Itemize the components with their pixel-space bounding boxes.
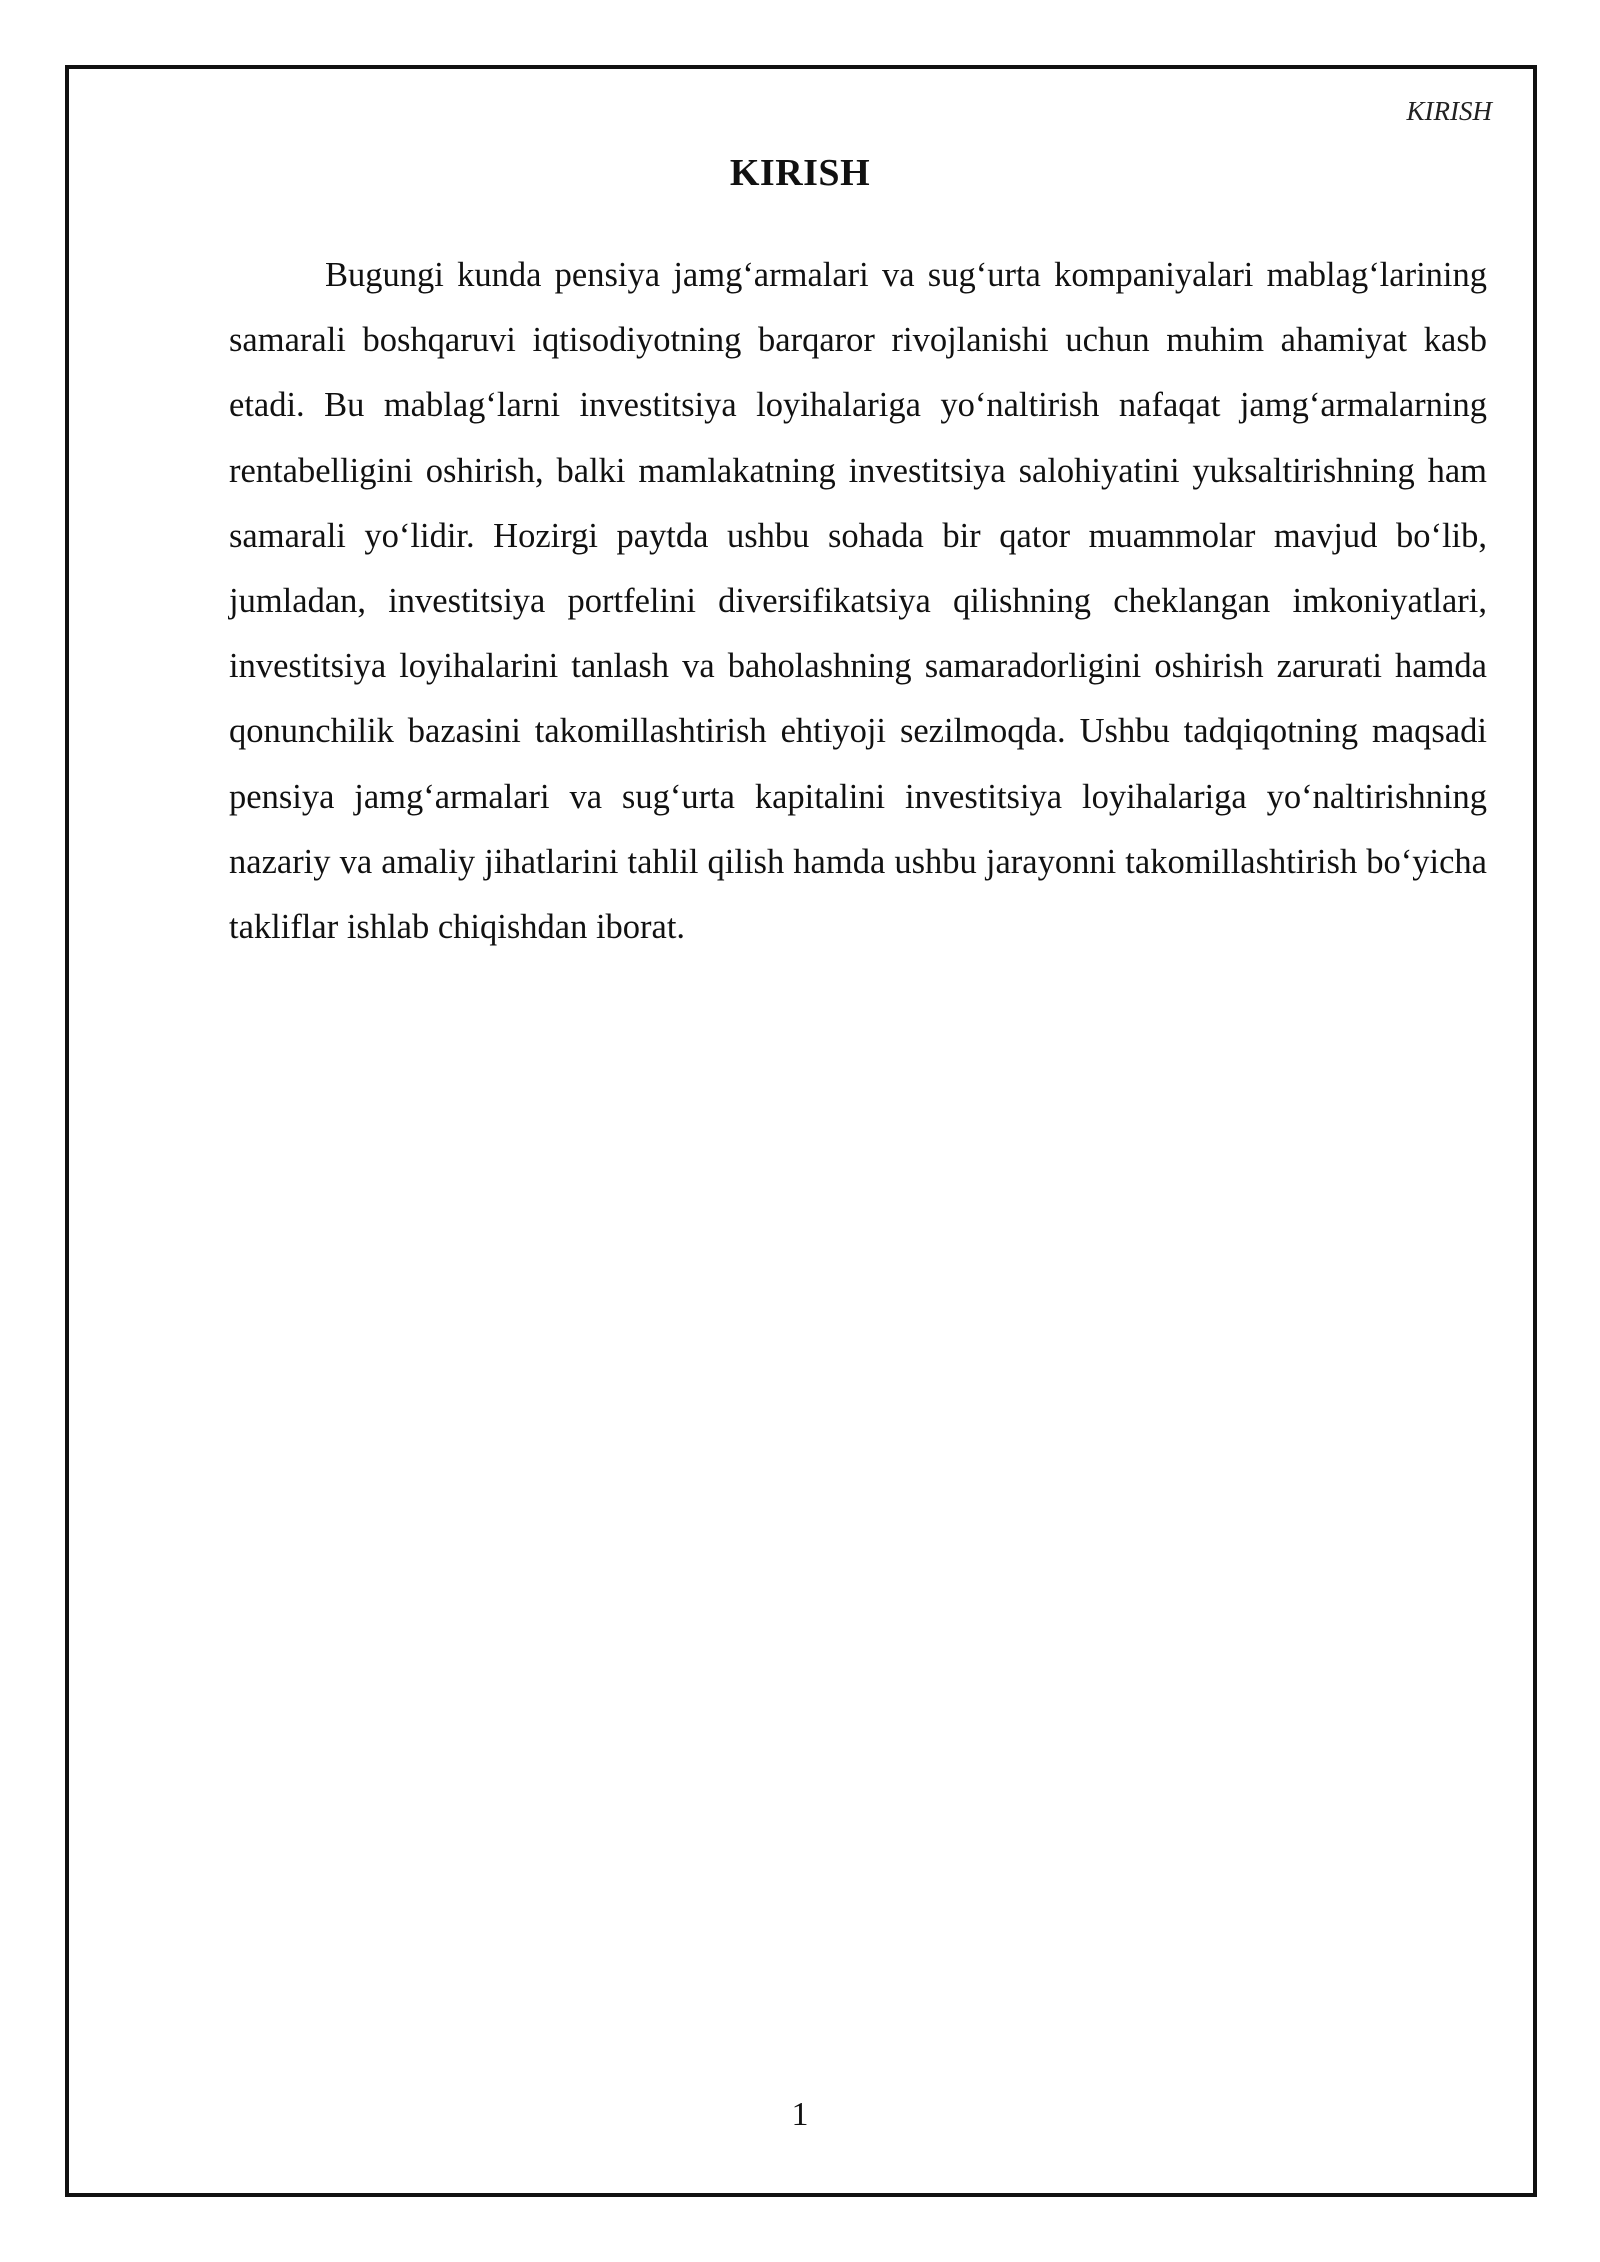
page-number: 1 bbox=[791, 2096, 809, 2133]
body-paragraph: Bugungi kunda pensiya jamg‘armalari va sug‘urta kompaniyalari mablag‘larining samarali boshqaruvi iqtisodiyotning barqaror rivojlanishi uchun muhim ahamiyat kasb etadi. Bu mablag‘larni investitsiya loyihalariga yo‘naltirish nafaqat jamg‘armalarning rentabelligini oshirish, balki mamlakatning investitsiya salohiyatini yuksaltirishning ham samarali yo‘lidir. Hozirgi paytda ushbu sohada bir qator muammolar mavjud bo‘lib, jumladan, investitsiya portfelini diversifikatsiya qilishning cheklangan imkoniyatlari, investitsiya loyihalarini tanlash va baholashning samaradorligini oshirish zarurati hamda qonunchilik bazasini takomillashtirish ehtiyoji sezilmoqda. Ushbu tadqiqotning maqsadi pensiya jamg‘armalari va sug‘urta kapitalini investitsiya loyihalariga yo‘naltirishning nazariy va amaliy jihatlarini tahlil qilish hamda ushbu jarayonni takomillashtirish bo‘yicha takliflar ishlab chiqishdan iborat. bbox=[229, 256, 1487, 947]
running-header: KIRISH bbox=[1406, 96, 1492, 126]
chapter-title: KIRISH bbox=[729, 152, 871, 194]
